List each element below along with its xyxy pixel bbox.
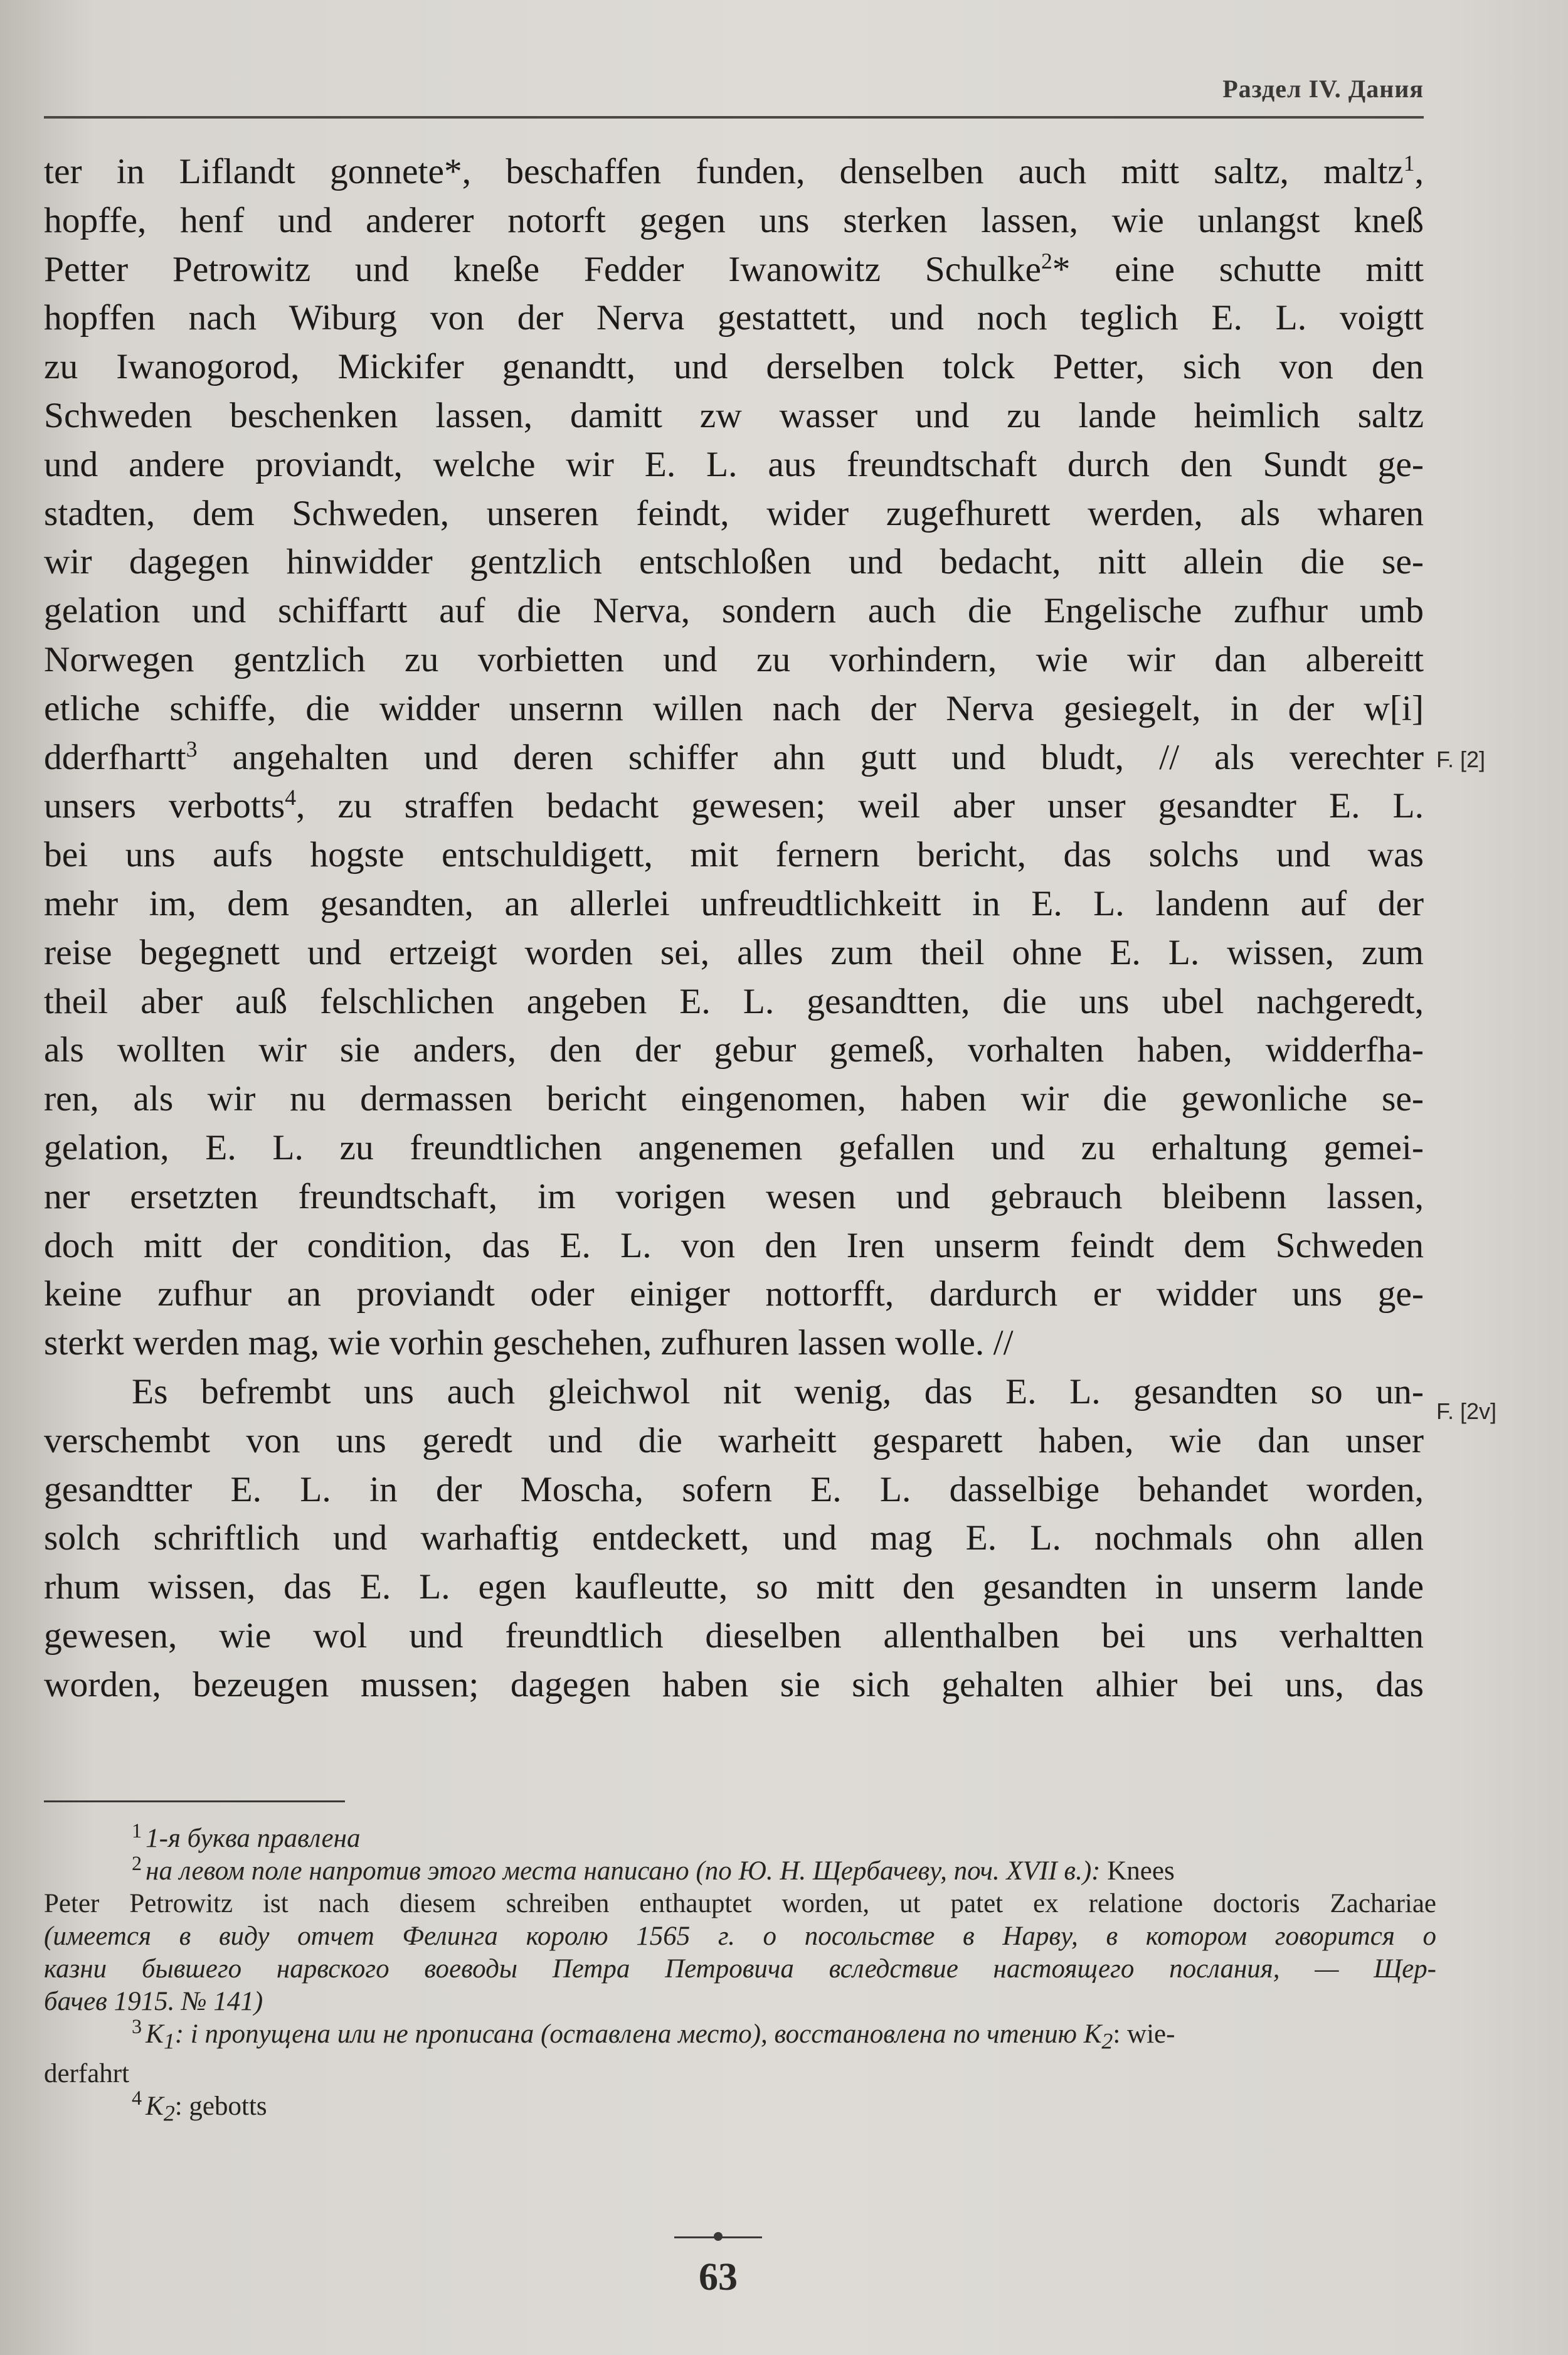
text-line: verschembt von uns geredt und die warheitt gesparett haben, wie dan unser: [44, 1420, 1424, 1460]
text-line-part: * eine schutte mitt: [1052, 249, 1424, 289]
footnote-text: Knees: [1100, 1856, 1175, 1886]
margin-note-folio-2v: F. [2v]: [1436, 1398, 1497, 1424]
text-line: und andere proviandt, welche wir E. L. aus freundtschaft durch den Sundt ge-: [44, 444, 1424, 484]
text-line: [44, 782, 1424, 831]
text-line-part: angehalten und deren schiffer ahn gutt und bludt, // als verechter: [197, 737, 1424, 777]
text-line: zu Iwanogorod, Mickifer genandtt, und derselben tolck Petter, sich von den: [44, 347, 1424, 387]
text-line: theil aber auß felschlichen angeben E. L. gesandtten, die uns ubel nachgeredt,: [44, 981, 1424, 1021]
footnote-text: на левом поле напротив этого места написано (по Ю. Н. Щербачеву, поч. XVII в.):: [146, 1856, 1101, 1886]
footnote-text: : i пропущена или не прописана (оставлена место), восстановлена по чтению: [174, 2019, 1084, 2049]
text-line-part: ter in Liflandt gonnete*, beschaffen funden, denselben auch mitt saltz, maltz: [44, 152, 1404, 191]
main-text: [44, 147, 1424, 1709]
text-line: gewesen, wie wol und freundtlich dieselben allenthalben bei uns verhaltten: [44, 1615, 1424, 1656]
footnote-line: Peter Petrowitz ist nach diesem schreiben enthauptet worden, ut patet ex relatione doctoris Zachariae: [44, 1889, 1436, 1918]
text-line: hopffen nach Wiburg von der Nerva gestattett, und noch teglich E. L. voigtt: [44, 298, 1424, 338]
text-line: solch schriftlich und warhaftig entdeckett, und mag E. L. nochmals ohn allen: [44, 1518, 1424, 1558]
text-line: gelation, E. L. zu freundtlichen angenemen gefallen und zu erhaltung gemei-: [44, 1127, 1424, 1167]
footnote-mark-3: 3: [186, 736, 198, 762]
running-head: Раздел IV. Дания: [1222, 75, 1424, 103]
text-line: [44, 733, 1424, 782]
text-line-part: ,: [1414, 152, 1424, 191]
text-line: hopffe, henf und anderer notorft gegen uns sterken lassen, wie unlangst kneß: [44, 200, 1424, 240]
text-line: doch mitt der condition, das E. L. von den Iren unserm feindt dem Schweden: [44, 1225, 1424, 1265]
footnote-mark-1: 1: [1403, 150, 1415, 176]
footnote-3: [44, 2014, 1436, 2058]
text-line: [44, 245, 1424, 294]
footnote-text: 2: [163, 2100, 175, 2126]
footnote-1: [44, 1819, 1436, 1855]
text-line: keine zufhur an proviandt oder einiger nottorfft, dardurch er widder uns ge-: [44, 1274, 1424, 1314]
footnote-line: derfahrt: [44, 2058, 130, 2088]
footnote-text: 1-я буква правлена: [146, 1824, 361, 1853]
footnote-rule: [44, 1800, 345, 1802]
text-line: rhum wissen, das E. L. egen kaufleutte, so mitt den gesandten in unserm lande: [44, 1567, 1424, 1607]
text-line: mehr im, dem gesandten, an allerlei unfreudtlichkeitt in E. L. landenn auf der: [44, 883, 1424, 923]
text-line: gesandtter E. L. in der Moscha, sofern E. L. dasselbige behandet worden,: [44, 1469, 1424, 1509]
footnote-line: бачев 1915. № 141): [44, 1987, 263, 2016]
page-number: 63: [699, 2256, 738, 2299]
text-line: reise begegnett und ertzeigt worden sei, alles zum theil ohne E. L. wissen, zum: [44, 932, 1424, 972]
text-line: etliche schiffe, die widder unsernn willen nach der Nerva gesiegelt, in der w[i]: [44, 688, 1424, 728]
footnote-mark-4: 4: [285, 785, 297, 811]
text-line: Es befrembt uns auch gleichwol nit wenig, das E. L. gesandten so un-: [132, 1371, 1424, 1411]
text-line-part: , zu straffen bedacht gewesen; weil aber unser gesandter E. L.: [296, 786, 1424, 826]
footnote-line: казни бывшего нарвского воеводы Петра Петровича вследствие настоящего послания, — Щер-: [44, 1954, 1436, 1984]
footnote-text: 1: [163, 2028, 175, 2054]
text-line-part: Petter Petrowitz und kneße Fedder Iwanowitz Schulke: [44, 249, 1041, 289]
footnote-number: 1: [132, 1819, 142, 1842]
text-line: worden, bezeugen mussen; dagegen haben sie sich gehalten alhier bei uns, das: [44, 1664, 1424, 1704]
text-line: wir dagegen hinwidder gentzlich entschloßen und bedacht, nitt allein die se-: [44, 542, 1424, 582]
text-line: gelation und schiffartt auf die Nerva, sondern auch die Engelische zufhur umb: [44, 591, 1424, 631]
footnote-number: 3: [132, 2014, 142, 2038]
footnote-text: : wie-: [1113, 2019, 1175, 2049]
margin-note-folio-2: F. [2]: [1436, 747, 1486, 772]
text-line: Schweden beschenken lassen, damitt zw wasser und zu lande heimlich saltz: [44, 395, 1424, 435]
text-line: ner ersetzten freundtschaft, im vorigen wesen und gebrauch bleibenn lassen,: [44, 1176, 1424, 1216]
text-line: Norwegen gentzlich zu vorbietten und zu vorhindern, wie wir dan albereitt: [44, 639, 1424, 679]
text-line-part: dderfhartt: [44, 737, 186, 777]
text-line: stadten, dem Schweden, unseren feindt, wider zugefhurett werden, als wharen: [44, 493, 1424, 533]
header-rule: [44, 116, 1424, 119]
footnote-number: 2: [132, 1851, 142, 1874]
footnote-4: [44, 2087, 1436, 2130]
footnote-mark-2: 2: [1041, 248, 1052, 274]
text-line: als wollten wir sie anders, den der gebur gemeß, vorhalten haben, widderfha-: [44, 1030, 1424, 1070]
footnote-number: 4: [132, 2087, 142, 2110]
text-line: [44, 147, 1424, 196]
footnote-text: : gebotts: [174, 2091, 267, 2121]
footnote-2: [44, 1851, 1436, 1888]
page-number-ornament-dot: [714, 2232, 723, 2241]
footnote-line: (имеется в виду отчет Фелинга королю 1565 г. о посольстве в Нарву, в котором говорится о: [44, 1922, 1436, 1951]
text-line: bei uns aufs hogste entschuldigett, mit fernern bericht, das solchs und was: [44, 835, 1424, 875]
footnote-text: K: [1083, 2019, 1102, 2049]
footnote-text: K: [146, 2091, 164, 2121]
text-line-part: unsers verbotts: [44, 786, 285, 826]
footnote-text: 2: [1101, 2028, 1113, 2054]
text-line: ren, als wir nu dermassen bericht eingenomen, haben wir die gewonliche se-: [44, 1079, 1424, 1119]
footnote-text: K: [146, 2019, 164, 2049]
footnotes: [44, 1819, 1436, 2129]
text-line: sterkt werden mag, wie vorhin geschehen, zufhuren lassen wolle. //: [44, 1323, 1014, 1363]
